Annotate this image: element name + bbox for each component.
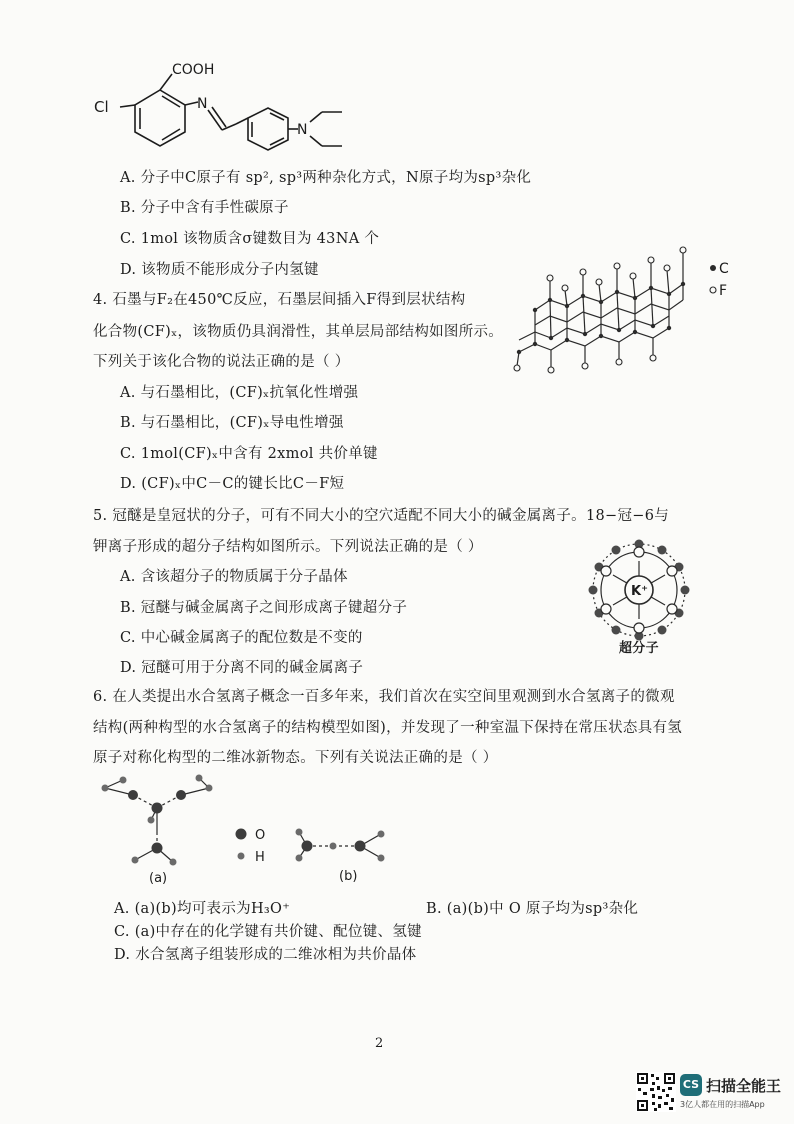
cooh-label: COOH	[172, 62, 215, 78]
fluorine-legend-dot	[710, 287, 716, 293]
brand-name: 扫描全能王	[706, 1077, 782, 1095]
q5-option-b: B. 冠醚与碱金属离子之间形成离子键超分子	[120, 600, 408, 616]
q4-stem-line-2: 化合物(CF)ₓ，该物质仍具润滑性，其单层局部结构如图所示。	[93, 324, 504, 340]
q3-option-a: A. 分子中C原子有 sp², sp³两种杂化方式，N原子均为sp³杂化	[120, 170, 532, 186]
hydronium-structures-figure	[95, 770, 415, 890]
cf-layer-structure-figure	[505, 240, 745, 375]
q5-stem-line-2: 钾离子形成的超分子结构如图所示。下列说法正确的是（ ）	[93, 539, 483, 555]
brand-tagline: 3亿人都在用的扫描App	[680, 1100, 765, 1109]
q6-stem-line-2: 结构(两种构型的水合氢离子的结构模型如图)，并发现了一种室温下保持在常压状态具有氢	[93, 720, 683, 736]
page-number: 2	[375, 1036, 384, 1051]
qr-code-icon	[636, 1072, 676, 1112]
q5-stem-line-1: 5. 冠醚是皇冠状的分子，可有不同大小的空穴适配不同大小的碱金属离子。18−冠−6与	[93, 508, 670, 524]
fluorine-legend-label: F	[719, 283, 728, 299]
hydrogen-legend-label: H	[255, 850, 265, 865]
q5-option-a: A. 含该超分子的物质属于分子晶体	[120, 569, 348, 585]
q4-option-c: C. 1mol(CF)ₓ中含有 2xmol 共价单键	[120, 446, 378, 462]
q6-option-d: D. 水合氢离子组装形成的二维冰相为共价晶体	[114, 947, 417, 963]
q3-option-d: D. 该物质不能形成分子内氢键	[120, 262, 319, 278]
structure-a-label: (a)	[149, 871, 168, 886]
hydrogen-legend-dot	[238, 853, 245, 860]
q4-option-a: A. 与石墨相比，(CF)ₓ抗氧化性增强	[120, 385, 359, 401]
q6-option-b: B. (a)(b)中 O 原子均为sp³杂化	[426, 901, 639, 917]
q3-option-c: C. 1mol 该物质含σ键数目为 43NA 个	[120, 231, 380, 247]
carbon-legend-label: C	[719, 261, 729, 277]
amine-n-label: N	[297, 122, 308, 138]
potassium-ion-label: K⁺	[631, 584, 648, 599]
q6-option-c: C. (a)中存在的化学键有共价键、配位键、氢键	[114, 924, 422, 940]
q5-option-c: C. 中心碱金属离子的配位数是不变的	[120, 630, 363, 646]
q6-option-a: A. (a)(b)均可表示为H₃O⁺	[114, 901, 291, 917]
supramolecule-caption: 超分子	[619, 641, 659, 656]
molecule-structure	[90, 60, 350, 165]
oxygen-legend-dot	[236, 829, 247, 840]
carbon-legend-dot	[710, 265, 716, 271]
q4-option-d: D. (CF)ₓ中C－C的键长比C－F短	[120, 476, 345, 492]
oxygen-legend-label: O	[255, 828, 266, 843]
scanner-brand	[680, 1074, 790, 1114]
q4-stem-line-3: 下列关于该化合物的说法正确的是（ ）	[93, 354, 350, 370]
structure-b-label: (b)	[339, 869, 358, 884]
q6-stem-line-1: 6. 在人类提出水合氢离子概念一百多年来，我们首次在实空间里观测到水合氢离子的微观	[93, 689, 675, 705]
imine-n-label: N	[197, 96, 208, 112]
q3-option-b: B. 分子中含有手性碳原子	[120, 200, 289, 216]
q4-stem-line-1: 4. 石墨与F₂在450℃反应，石墨层间插入F得到层状结构	[93, 292, 466, 308]
q4-option-b: B. 与石墨相比，(CF)ₓ导电性增强	[120, 415, 344, 431]
q5-option-d: D. 冠醚可用于分离不同的碱金属离子	[120, 660, 364, 676]
cl-label: Cl	[94, 98, 109, 116]
cs-logo-icon: CS	[680, 1074, 702, 1096]
q6-stem-line-3: 原子对称化构型的二维冰新物态。下列有关说法正确的是（ ）	[93, 750, 498, 766]
